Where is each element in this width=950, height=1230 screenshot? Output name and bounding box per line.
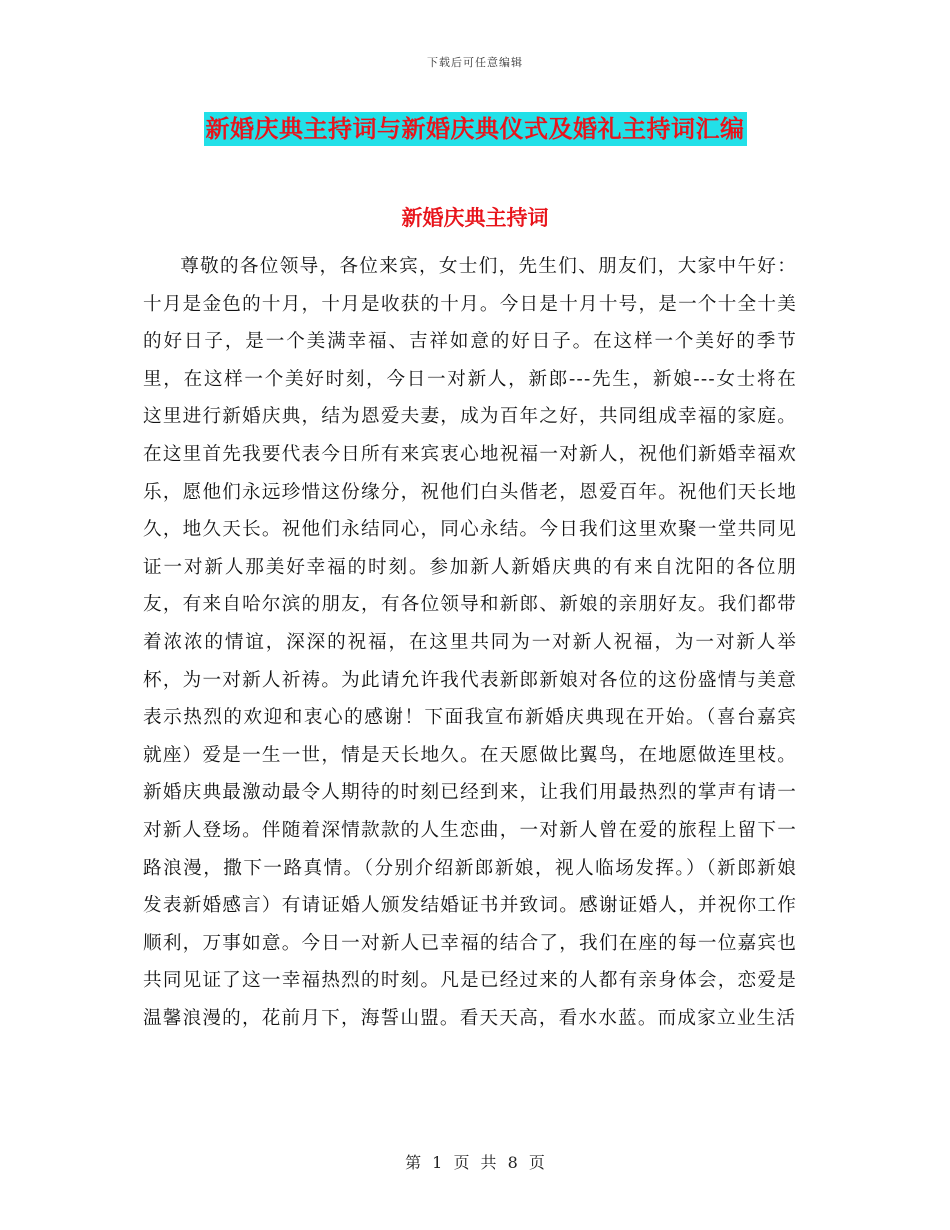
page-header-note: 下载后可任意编辑 [427, 56, 523, 69]
section-title: 新婚庆典主持词 [401, 205, 549, 230]
body-paragraph: 尊敬的各位领导，各位来宾，女士们，先生们、朋友们，大家中午好：十月是金色的十月，十月是收获的十月。今日是十月十号，是一个十全十美的好日子，是一个美满幸福、吉祥如意的好日子。在这样一个美好的季节里，在这样一个美好时刻，今日一对新人，新郎---先生，新娘---女士将在这里进行新婚庆典，结为恩爱夫妻，成为百年之好，共同组成幸福的家庭。在这里首先我要代表今日所有来宾衷心地祝福一对新人，祝他们新婚幸福欢乐，愿他们永远珍惜这份缘分，祝他们白头偕老，恩爱百年。祝他们天长地久，地久天长。祝他们永结同心，同心永结。今日我们这里欢聚一堂共同见证一对新人那美好幸福的时刻。参加新人新婚庆典的有来自沈阳的各位朋友，有来自哈尔滨的朋友，有各位领导和新郎、新娘的亲朋好友。我们都带着浓浓的情谊，深深的祝福，在这里共同为一对新人祝福，为一对新人举杯，为一对新人祈祷。为此请允许我代表新郎新娘对各位的这份盛情与美意表示热烈的欢迎和衷心的感谢！下面我宣布新婚庆典现在开始。（喜台嘉宾就座）爱是一生一世，情是天长地久。在天愿做比翼鸟，在地愿做连里枝。新婚庆典最激动最令人期待的时刻已经到来，让我们用最热烈的掌声有请一对新人登场。伴随着深情款款的人生恋曲，一对新人曾在爱的旅程上留下一路浪漫，撒下一路真情。（分别介绍新郎新娘，视人临场发挥。）（新郎新娘发表新婚感言）有请证婚人颁发结婚证书并致词。感谢证婚人，并祝你工作顺利，万事如意。今日一对新人已幸福的结合了，我们在座的每一位嘉宾也共同见证了这一幸福热烈的时刻。凡是已经过来的人都有亲身体会，恋爱是温馨浪漫的，花前月下，海誓山盟。看天天高，看水水蓝。而成家立业生活 [143, 256, 797, 1029]
document-title: 新婚庆典主持词与新婚庆典仪式及婚礼主持词汇编 [204, 112, 747, 146]
document-title-container [0, 112, 950, 146]
page-number-footer: 第 1 页 共 8 页 [405, 1153, 545, 1172]
